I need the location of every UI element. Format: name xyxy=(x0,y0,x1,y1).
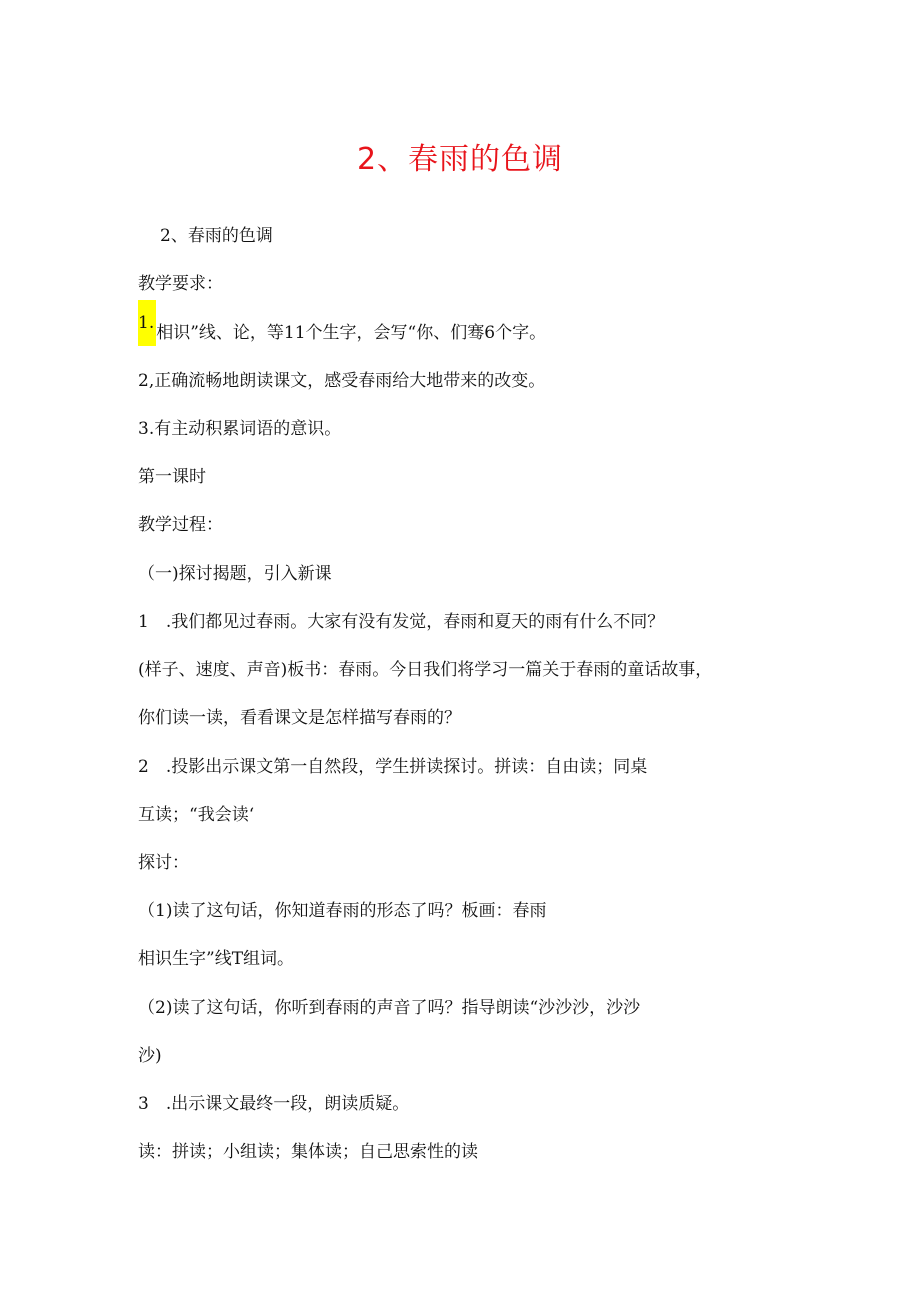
requirement-line-1 xyxy=(138,312,547,346)
text-line: 1 .我们都见过春雨。大家有没有发觉，春雨和夏天的雨有什么不同？ xyxy=(138,612,665,632)
text-line: 2,正确流畅地朗读课文，感受春雨给大地带来的改变。 xyxy=(138,371,546,391)
text-line: 互读；“我会读‘ xyxy=(138,805,255,825)
text-line: 你们读一读，看看课文是怎样描写春雨的？ xyxy=(138,708,461,728)
text-line: 探讨： xyxy=(138,853,189,873)
text-line: 相识生字”线T组词。 xyxy=(138,949,295,969)
text-line: 3.有主动积累词语的意识。 xyxy=(138,419,342,439)
text-line: 教学过程： xyxy=(138,515,223,535)
text-line: （2)读了这句话，你听到春雨的声音了吗？指导朗读“沙沙沙，沙沙 xyxy=(138,998,641,1018)
text-line: 读：拼读；小组读；集体读；自己思索性的读 xyxy=(138,1142,478,1162)
text-line: 3 .出示课文最终一段，朗读质疑。 xyxy=(138,1094,410,1114)
text-line: 2 .投影出示课文第一自然段，学生拼读探讨。拼读：自由读；同桌 xyxy=(138,757,648,777)
requirement-text: 相识”线、论，等11个生字，会写“你、们骞6个字。 xyxy=(156,323,547,343)
text-line: 教学要求： xyxy=(138,274,223,294)
text-line: 第一课时 xyxy=(138,467,206,487)
text-line: （1)读了这句话，你知道春雨的形态了吗？板画：春雨 xyxy=(138,901,547,921)
text-line: （一)探讨揭题，引入新课 xyxy=(138,564,332,584)
highlighted-number: 1. xyxy=(138,300,156,346)
text-line: (样子、速度、声音)板书：春雨。今日我们将学习一篇关于春雨的童话故事， xyxy=(138,660,713,680)
document-title: 2、春雨的色调 xyxy=(356,142,564,177)
subtitle-line: 2、春雨的色调 xyxy=(160,226,273,246)
text-line: 沙) xyxy=(138,1046,162,1066)
